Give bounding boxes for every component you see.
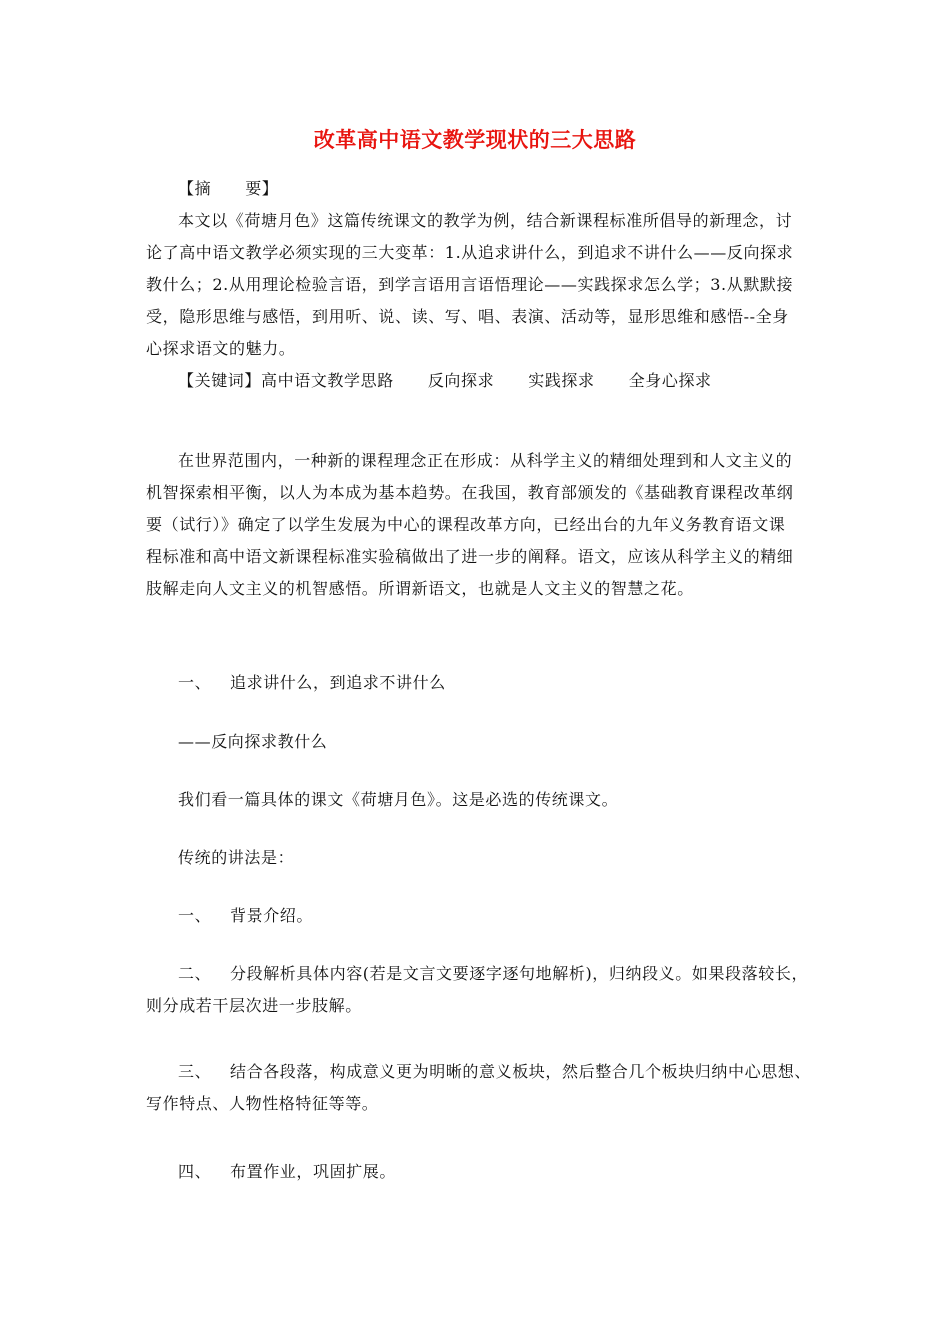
- step-item: [146, 900, 811, 932]
- step-number: 四、: [178, 1162, 212, 1181]
- abstract-line: 受，隐形思维与感悟，到用听、说、读、写、唱、表演、活动等，显形思维和感悟--全身: [146, 307, 789, 326]
- section-number: 一、: [178, 673, 212, 692]
- abstract-line: 心探求语文的魅力。: [146, 339, 296, 358]
- intro-line: 要（试行）》确定了以学生发展为中心的课程改革方向，已经出台的九年义务教育语文课: [146, 515, 786, 534]
- intro-paragraph: [146, 445, 811, 605]
- abstract-line: 本文以《荷塘月色》这篇传统课文的教学为例，结合新课程标准所倡导的新理念，讨: [178, 211, 793, 230]
- step-text: 分段解析具体内容(若是文言文要逐字逐句地解析)，归纳段义。如果段落较长，: [230, 964, 809, 983]
- keywords-label: 【关键词】: [178, 371, 262, 390]
- intro-line: 机智探索相平衡，以人为本成为基本趋势。在我国，教育部颁发的《基础教育课程改革纲: [146, 483, 794, 502]
- intro-line: 程标准和高中语文新课程标准实验稿做出了进一步的阐释。语文，应该从科学主义的精细: [146, 547, 794, 566]
- step-item: [146, 958, 811, 1022]
- step-text: 写作特点、人物性格特征等等。: [146, 1094, 379, 1113]
- keywords-line: [146, 365, 811, 397]
- abstract-heading: 【摘 要】: [178, 179, 279, 198]
- abstract-section: [146, 173, 811, 397]
- abstract-line: 教什么；2.从用理论检验言语，到学言语用言语悟理论——实践探求怎么学；3.从默默接: [146, 275, 794, 294]
- step-text: 则分成若干层次进一步肢解。: [146, 996, 362, 1015]
- section-heading: [146, 667, 811, 699]
- keyword: 高中语文教学思路: [261, 371, 394, 390]
- step-item: [146, 1056, 811, 1120]
- section-title: 追求讲什么，到追求不讲什么: [230, 673, 446, 692]
- example-paragraph: [146, 784, 811, 816]
- document-title: 改革高中语文教学现状的三大思路: [313, 127, 637, 152]
- traditional-label: 传统的讲法是：: [178, 848, 295, 867]
- step-item: [146, 1156, 811, 1188]
- abstract-line: 论了高中语文教学必须实现的三大变革：1.从追求讲什么，到追求不讲什么——反向探求: [146, 243, 794, 262]
- keyword: 全身心探求: [628, 371, 712, 390]
- traditional-label-block: [146, 842, 811, 874]
- section-subtitle: ——反向探求教什么: [178, 732, 328, 751]
- intro-line: 在世界范围内，一种新的课程理念正在形成：从科学主义的精细处理到和人文主义的: [178, 451, 793, 470]
- intro-line: 肢解走向人文主义的机智感悟。所谓新语文，也就是人文主义的智慧之花。: [146, 579, 694, 598]
- step-number: 三、: [178, 1062, 212, 1081]
- step-number: 一、: [178, 906, 212, 925]
- keyword: 反向探求: [427, 371, 495, 390]
- example-line: 我们看一篇具体的课文《荷塘月色》。这是必选的传统课文。: [178, 790, 619, 809]
- keyword: 实践探求: [528, 371, 595, 390]
- step-text: 布置作业，巩固扩展。: [230, 1162, 397, 1181]
- step-text: 结合各段落，构成意义更为明晰的意义板块，然后整合几个板块归纳中心思想、: [230, 1062, 812, 1081]
- step-number: 二、: [178, 964, 212, 983]
- section-subtitle-block: [146, 726, 811, 758]
- step-text: 背景介绍。: [230, 906, 314, 925]
